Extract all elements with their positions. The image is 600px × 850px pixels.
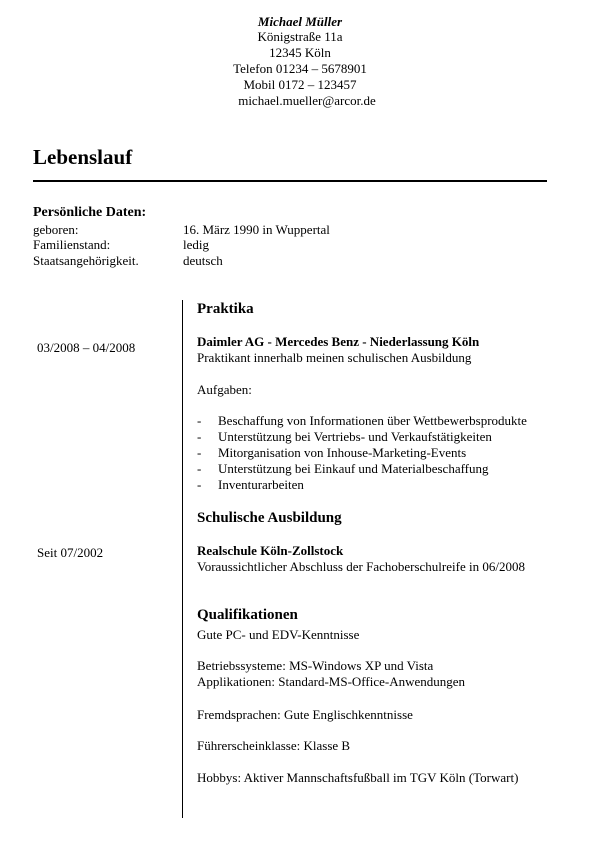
birth-value: 16. März 1990 in Wuppertal <box>183 222 330 237</box>
drivers-license: Führerscheinklasse: Klasse B <box>197 738 351 753</box>
bullet-dash: - <box>197 477 202 492</box>
marital-status-label: Familienstand: <box>33 237 111 252</box>
list-item <box>197 429 527 445</box>
applications: Applikationen: Standard-MS-Office-Anwendungen <box>197 674 466 689</box>
internships-heading: Praktika <box>197 301 254 317</box>
street-address: Königstraße 11a <box>257 29 343 44</box>
applicant-name: Michael Müller <box>257 14 343 29</box>
list-item <box>197 477 527 493</box>
task-text: Unterstützung bei Einkauf und Materialbeschaffung <box>218 461 489 476</box>
city: 12345 Köln <box>269 45 331 60</box>
school-name: Realschule Köln-Zollstock <box>197 543 344 558</box>
pc-skills: Gute PC- und EDV-Kenntnisse <box>197 627 360 642</box>
birth-label: geboren: <box>33 222 79 237</box>
operating-systems: Betriebssysteme: MS-Windows XP und Vista <box>197 658 434 673</box>
tasks-list <box>197 413 527 493</box>
list-item <box>197 445 527 461</box>
bullet-dash: - <box>197 413 202 428</box>
nationality-label: Staatsangehörigkeit. <box>33 253 139 268</box>
list-item <box>197 413 527 429</box>
internship-company: Daimler AG - Mercedes Benz - Niederlassung Köln <box>197 334 480 349</box>
marital-status-value: ledig <box>183 237 209 252</box>
internship-role: Praktikant innerhalb meinen schulischen Ausbildung <box>197 350 472 365</box>
qualifications-heading: Qualifikationen <box>197 607 298 623</box>
nationality-value: deutsch <box>183 253 223 268</box>
bullet-dash: - <box>197 461 202 476</box>
bullet-dash: - <box>197 445 202 460</box>
internship-date: 03/2008 – 04/2008 <box>37 340 136 355</box>
education-heading: Schulische Ausbildung <box>197 510 342 526</box>
task-text: Inventurarbeiten <box>218 477 304 492</box>
task-text: Beschaffung von Informationen über Wettbewerbsprodukte <box>218 413 527 428</box>
hobbies: Hobbys: Aktiver Mannschaftsfußball im TGV Köln (Torwart) <box>197 770 519 785</box>
school-note: Voraussichtlicher Abschluss der Fachoberschulreife in 06/2008 <box>197 559 525 574</box>
phone: Telefon 01234 – 5678901 <box>233 61 367 76</box>
email: michael.mueller@arcor.de <box>238 93 376 108</box>
languages: Fremdsprachen: Gute Englischkenntnisse <box>197 707 413 722</box>
title-divider <box>33 180 547 182</box>
mobile: Mobil 0172 – 123457 <box>243 77 357 92</box>
task-text: Mitorganisation von Inhouse-Marketing-Events <box>218 445 467 460</box>
timeline-divider <box>182 300 183 818</box>
page-title: Lebenslauf <box>33 145 133 169</box>
task-text: Unterstützung bei Vertriebs- und Verkaufstätigkeiten <box>218 429 492 444</box>
bullet-dash: - <box>197 429 202 444</box>
list-item <box>197 461 527 477</box>
tasks-label: Aufgaben: <box>197 382 252 397</box>
personal-data-heading: Persönliche Daten: <box>33 205 147 220</box>
education-date: Seit 07/2002 <box>37 545 104 560</box>
